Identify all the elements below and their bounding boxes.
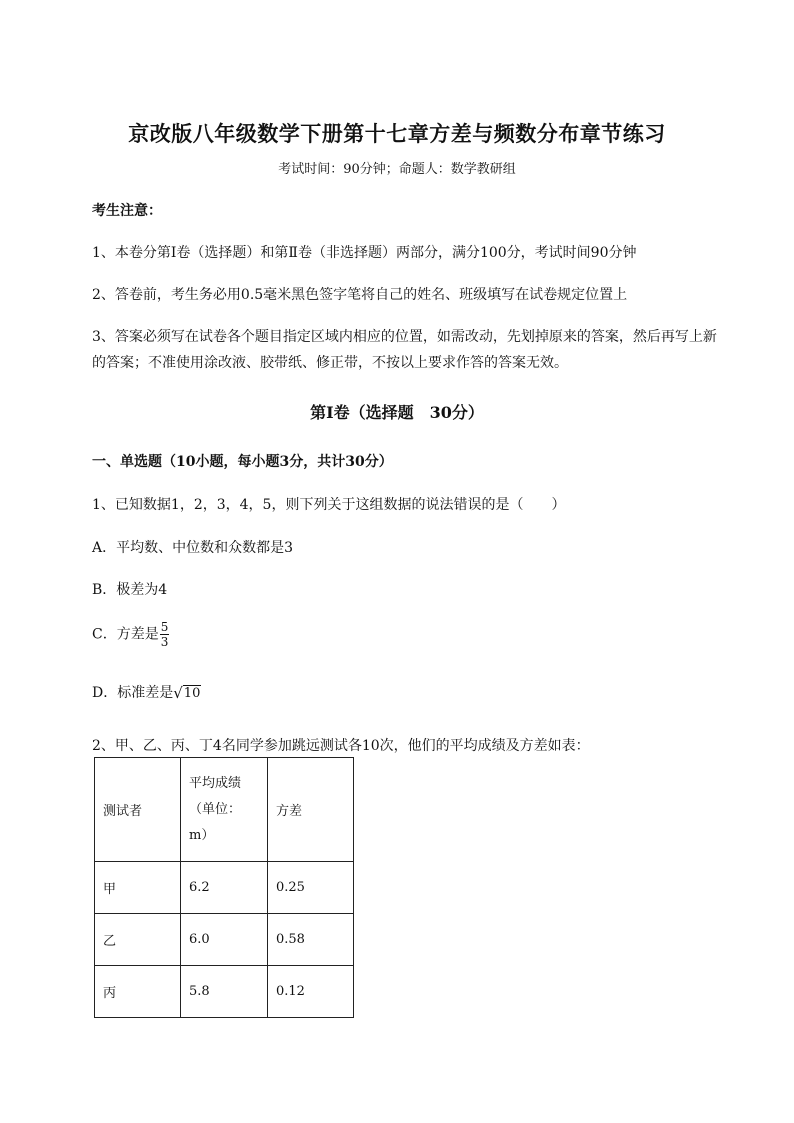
document-title: 京改版八年级数学下册第十七章方差与频数分布章节练习 xyxy=(128,121,666,146)
notice-item-2: 2、答卷前，考生务必用0.5毫米黑色签字笔将自己的姓名、班级填写在试卷规定位置上 xyxy=(92,287,628,303)
notice-item-3: 3、答案必须写在试卷各个题目指定区域内相应的位置，如需改动，先划掉原来的答案，然后再写上新 xyxy=(92,329,717,345)
notice-heading: 考生注意： xyxy=(92,203,162,219)
notice-item-1: 1、本卷分第I卷（选择题）和第Ⅱ卷（非选择题）两部分，满分100分，考试时间90分钟 xyxy=(92,245,637,261)
question-1-option-b: B．极差为4 xyxy=(92,582,168,598)
table-cell: 0.58 xyxy=(268,914,354,966)
fraction-denominator: 3 xyxy=(160,635,169,649)
table-cell: 6.2 xyxy=(181,862,268,914)
option-d-label: D．标准差是 xyxy=(92,685,174,701)
question-1-option-c xyxy=(92,620,169,649)
scores-table xyxy=(94,757,354,1018)
question-1-option-a: A．平均数、中位数和众数都是3 xyxy=(92,540,294,556)
fraction xyxy=(160,620,170,649)
question-1-option-d xyxy=(92,682,201,702)
table-cell: 丙 xyxy=(95,966,181,1018)
header-average-text: 平均成绩（单位：m） xyxy=(189,775,242,843)
exam-info: 考试时间：90分钟；命题人：数学教研组 xyxy=(278,162,516,177)
table-cell: 0.12 xyxy=(268,966,354,1018)
header-cell-tester: 测试者 xyxy=(95,758,181,862)
option-c-label: C．方差是 xyxy=(92,626,159,643)
section-title: 第I卷（选择题 30分） xyxy=(310,403,484,422)
table-header-row xyxy=(95,758,354,862)
table-cell: 0.25 xyxy=(268,862,354,914)
table-row xyxy=(95,862,354,914)
table-row xyxy=(95,966,354,1018)
table-cell: 乙 xyxy=(95,914,181,966)
radicand: 10 xyxy=(183,686,201,701)
table-row xyxy=(95,914,354,966)
header-cell-variance: 方差 xyxy=(268,758,354,862)
table-cell: 6.0 xyxy=(181,914,268,966)
part-heading: 一、单选题（10小题，每小题3分，共计30分） xyxy=(92,454,393,470)
table-cell: 甲 xyxy=(95,862,181,914)
notice-item-3-continued: 的答案；不准使用涂改液、胶带纸、修正带，不按以上要求作答的答案无效。 xyxy=(92,355,568,371)
fraction-numerator: 5 xyxy=(160,620,169,634)
header-cell-average xyxy=(181,758,268,862)
table-cell: 5.8 xyxy=(181,966,268,1018)
square-root xyxy=(173,685,201,701)
question-1-stem: 1、已知数据1，2，3，4，5，则下列关于这组数据的说法错误的是（ ） xyxy=(92,497,566,513)
radical-sign-icon: √ xyxy=(173,684,183,702)
question-2-stem: 2、甲、乙、丙、丁4名同学参加跳远测试各10次，他们的平均成绩及方差如表： xyxy=(92,738,590,754)
